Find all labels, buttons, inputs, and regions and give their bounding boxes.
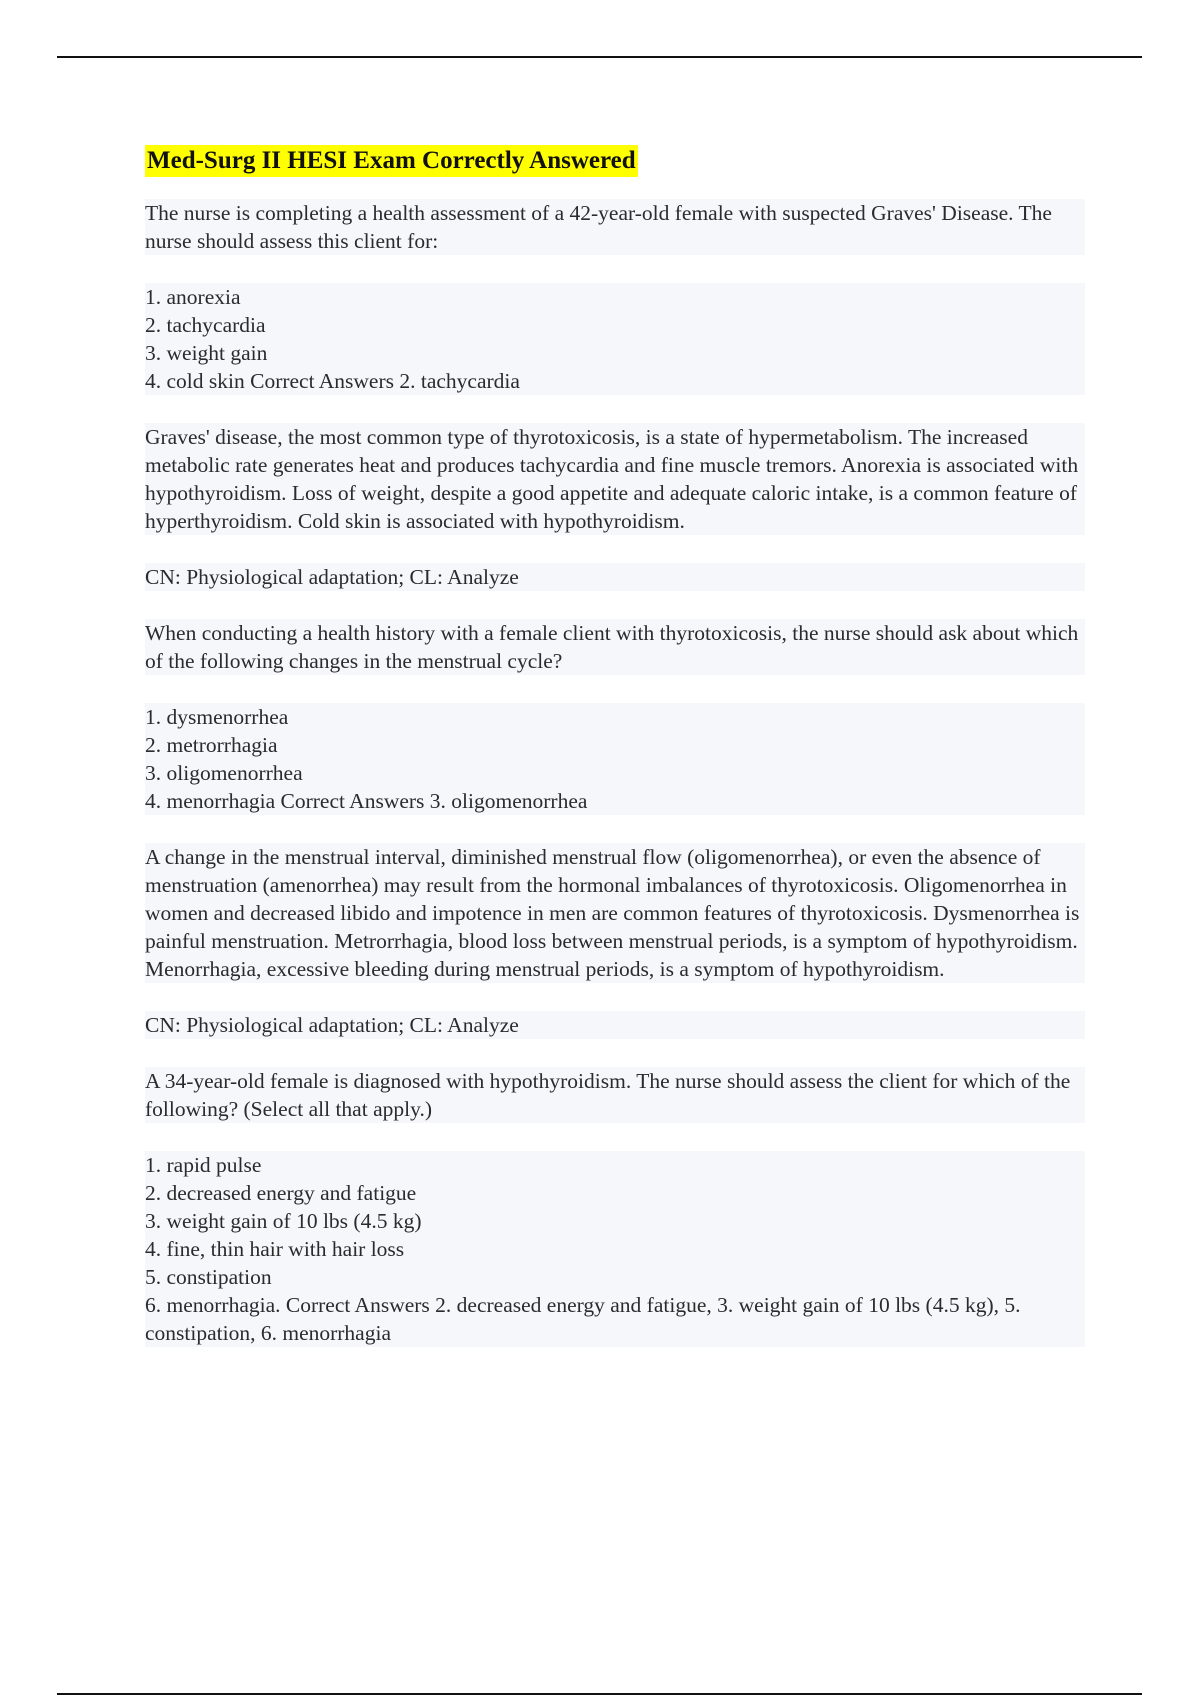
option: 2. tachycardia — [145, 313, 266, 337]
question-1-meta: CN: Physiological adaptation; CL: Analyze — [145, 563, 1085, 591]
question-3-stem: A 34-year-old female is diagnosed with hypothyroidism. The nurse should assess the client for which of the following? (Select all that apply.) — [145, 1067, 1085, 1123]
option-with-answer: 4. menorrhagia Correct Answers 3. oligomenorrhea — [145, 789, 588, 813]
document-body — [145, 145, 1085, 1375]
option: 4. fine, thin hair with hair loss — [145, 1237, 405, 1261]
question-3-options — [145, 1151, 1085, 1347]
option: 3. weight gain of 10 lbs (4.5 kg) — [145, 1209, 422, 1233]
question-1-rationale: Graves' disease, the most common type of thyrotoxicosis, is a state of hypermetabolism. The increased metabolic rate generates heat and produces tachycardia and fine muscle tremors. Anorexia is associated with hypothyroidism. Loss of weight, despite a good appetite and adequate caloric intake, is a common feature of hyperthyroidism. Cold skin is associated with hypothyroidism. — [145, 423, 1085, 535]
question-2-stem: When conducting a health history with a female client with thyrotoxicosis, the nurse should ask about which of the following changes in the menstrual cycle? — [145, 619, 1085, 675]
option: 3. weight gain — [145, 341, 268, 365]
option: 2. decreased energy and fatigue — [145, 1181, 417, 1205]
question-2-rationale: A change in the menstrual interval, diminished menstrual flow (oligomenorrhea), or even the absence of menstruation (amenorrhea) may result from the hormonal imbalances of thyrotoxicosis. Oligomenorrhea in women and decreased libido and impotence in men are common features of thyrotoxicosis. Dysmenorrhea is painful menstruation. Metrorrhagia, blood loss between menstrual periods, is a symptom of hypothyroidism. Menorrhagia, excessive bleeding during menstrual periods, is a symptom of hypothyroidism. — [145, 843, 1085, 983]
question-2-meta: CN: Physiological adaptation; CL: Analyze — [145, 1011, 1085, 1039]
option-with-answer: 4. cold skin Correct Answers 2. tachycardia — [145, 369, 520, 393]
question-2-options — [145, 703, 1085, 815]
option: 1. rapid pulse — [145, 1153, 262, 1177]
header-rule — [57, 56, 1142, 58]
option-with-answer: 6. menorrhagia. Correct Answers 2. decreased energy and fatigue, 3. weight gain of 10 lbs (4.5 kg), 5. constipation, 6. menorrhagia — [145, 1293, 1026, 1345]
option: 3. oligomenorrhea — [145, 761, 303, 785]
footer-rule — [57, 1693, 1142, 1695]
option: 1. anorexia — [145, 285, 241, 309]
option: 2. metrorrhagia — [145, 733, 278, 757]
document-title: Med-Surg II HESI Exam Correctly Answered — [145, 145, 638, 177]
question-1-stem: The nurse is completing a health assessment of a 42-year-old female with suspected Graves' Disease. The nurse should assess this client for: — [145, 199, 1085, 255]
option: 5. constipation — [145, 1265, 272, 1289]
question-1-options — [145, 283, 1085, 395]
option: 1. dysmenorrhea — [145, 705, 289, 729]
